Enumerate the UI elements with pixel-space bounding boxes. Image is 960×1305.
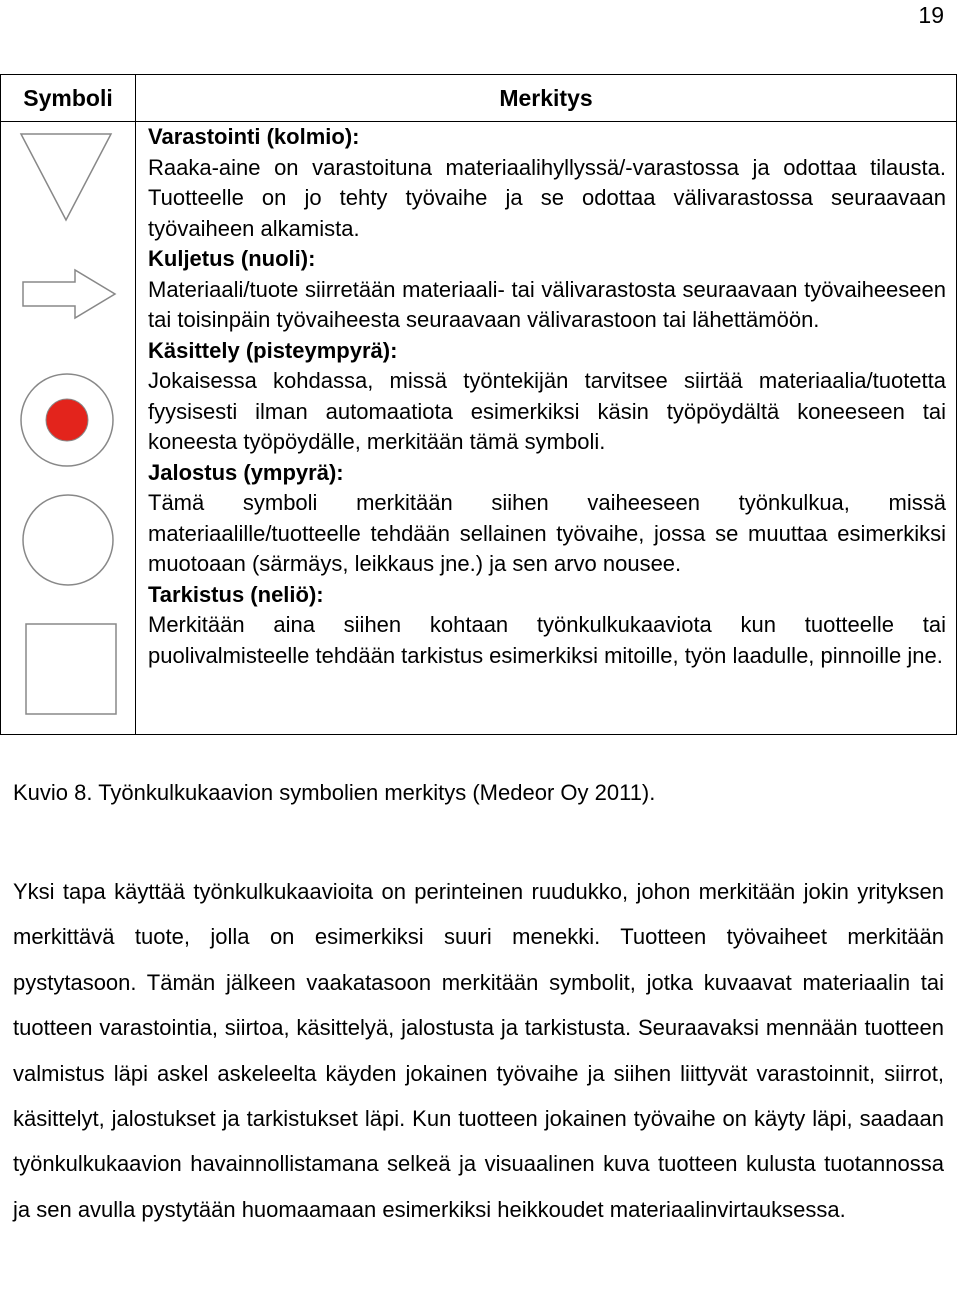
entry-inspection [148,580,946,672]
entry-title: Kuljetus (nuoli): [148,246,316,271]
triangle-down-icon [21,134,111,220]
entry-title: Tarkistus (neliö): [148,581,324,607]
entry-handling [148,336,946,458]
arrow-right-icon [23,270,115,318]
page-number: 19 [918,2,944,28]
entry-text: Merkitään aina siihen kohtaan työnkulkukaaviota kun tuotteelle tai puolivalmisteelle tehdään tarkistus esimerkiksi mitoille, työn laadulle, pinnoille jne. [148,612,946,668]
table-body-row [1,122,956,734]
header-symbol: Symboli [1,75,136,121]
entry-text: Raaka-aine on varastoituna materiaalihyllyssä/-varastossa ja odottaa tilausta. Tuotteelle on jo tehty työvaihe ja se odottaa välivarastossa seuraavaan työvaiheen alkamista. [148,154,946,241]
entry-title: Jalostus (ympyrä): [148,459,344,485]
body-paragraph: Yksi tapa käyttää työnkulkukaavioita on perinteinen ruudukko, johon merkitään jokin yrityksen merkittävä tuote, jolla on esimerkiksi suuri menekki. Tuotteen työvaiheet merkitään pystytasoon. Tämän jälkeen vaakatasoon merkitään symbolit, jotka kuvaavat materiaalin tai tuotteen varastointia, siirtoa, käsittelyä, jalostusta ja tarkistusta. Seuraavaksi mennään tuotteen valmistus läpi askel askeleelta käyden jokainen työvaihe ja siihen liittyvät varastoinnit, siirrot, käsittelyt, jalostukset ja tarkistukset läpi. Kun tuotteen jokainen työvaihe on käyty läpi, saadaan työnkulkukaavion havainnollistamana selkeä ja visuaalinen kuva tuotteen kulusta tuotannossa ja sen avulla pystytään huomaamaan esimerkiksi heikkoudet materiaalinvirtauksessa. [13,879,944,1222]
figure-caption: Kuvio 8. Työnkulkukaavion symbolien merkitys (Medeor Oy 2011). [13,780,656,805]
entry-storage [148,122,946,244]
meaning-column [136,122,956,734]
circle-icon [23,495,113,585]
entry-transport [148,244,946,336]
symbol-column [1,122,136,734]
entry-text: Jokaisessa kohdassa, missä työntekijän tarvitsee siirtää materiaalia/tuotetta fyysisesti ilman automaatiota esimerkiksi käsin työpöydältä koneeseen tai koneesta työpöydälle, merkitään tämä symboli. [148,368,946,454]
square-icon [26,624,116,714]
entry-title: Käsittely (pisteympyrä): [148,337,398,363]
symbol-table [0,74,957,735]
table-header-row [1,75,956,122]
entry-text: Materiaali/tuote siirretään materiaali- tai välivarastosta seuraavaan työvaiheeseen tai toisinpäin työvaiheesta seuraavaan välivarastoon tai lähettämöön. [148,276,946,332]
header-meaning: Merkitys [499,84,593,111]
dot-circle-icon [21,374,113,466]
entry-title: Varastointi (kolmio): [148,124,360,149]
entry-text: Tämä symboli merkitään siihen vaiheeseen työnkulkua, missä materiaalille/tuotteelle tehdään sellainen työvaihe, jossa se muuttaa esimerkiksi muotoaan (särmäys, leikkaus jne.) ja sen arvo nousee. [148,490,946,576]
symbols-drawing [1,122,135,734]
entry-processing [148,458,946,580]
